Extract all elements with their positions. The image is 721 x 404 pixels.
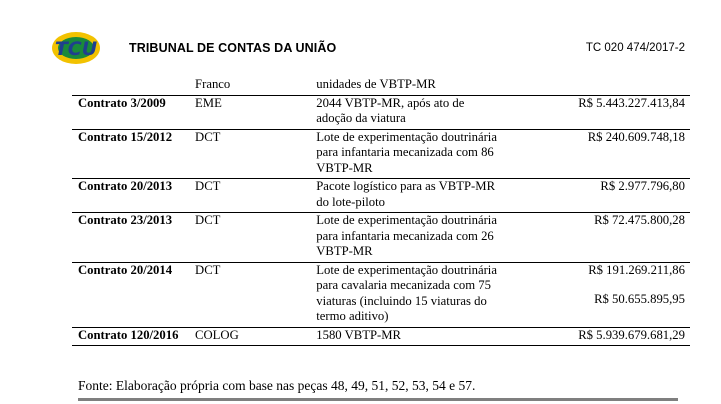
- organization-name: TRIBUNAL DE CONTAS DA UNIÃO: [129, 41, 337, 55]
- unit-cell: Franco: [195, 77, 231, 91]
- unit-cell: DCT: [189, 129, 310, 179]
- value-cell: R$ 5.939.679.681,29: [502, 327, 690, 346]
- description-cell: unidades de VBTP-MR: [316, 77, 436, 91]
- cut-off-text-line: [78, 396, 678, 404]
- contract-cell: Contrato 20/2014: [72, 262, 189, 327]
- contract-cell: Contrato 20/2013: [72, 179, 189, 213]
- value-line: R$ 50.655.895,95: [594, 292, 685, 306]
- process-number: TC 020 474/2017-2: [585, 42, 685, 54]
- table-row: [72, 327, 690, 346]
- unit-cell: COLOG: [189, 327, 310, 346]
- unit-cell: DCT: [189, 213, 310, 263]
- table-row: [72, 262, 690, 327]
- value-cell: R$ 5.443.227.413,84: [502, 95, 690, 129]
- value-cell: [502, 262, 690, 327]
- contract-cell: Contrato 3/2009: [72, 95, 189, 129]
- table-row: [72, 129, 690, 179]
- logo-text: TCU: [54, 38, 98, 60]
- unit-cell: EME: [189, 95, 310, 129]
- contract-cell: Contrato 23/2013: [72, 213, 189, 263]
- description-cell: 2044 VBTP-MR, após ato de adoção da viatura: [310, 95, 501, 129]
- description-cell: 1580 VBTP-MR: [310, 327, 501, 346]
- unit-cell: DCT: [189, 179, 310, 213]
- description-cell: Lote de experimentação doutrinária para infantaria mecanizada com 26 VBTP-MR: [310, 213, 501, 263]
- tcu-logo: [50, 26, 102, 70]
- description-cell: Pacote logístico para as VBTP-MR do lote-piloto: [310, 179, 501, 213]
- contract-cell: Contrato 120/2016: [72, 327, 189, 346]
- document-header: [0, 0, 721, 72]
- value-cell: R$ 2.977.796,80: [502, 179, 690, 213]
- value-cell: R$ 240.609.748,18: [502, 129, 690, 179]
- value-cell: R$ 72.475.800,28: [502, 213, 690, 263]
- description-cell: Lote de experimentação doutrinária para cavalaria mecanizada com 75 viaturas (incluindo 15 viaturas do termo aditivo): [310, 262, 501, 327]
- table-row: [72, 179, 690, 213]
- value-line: R$ 191.269.211,86: [588, 262, 685, 277]
- contract-cell: Contrato 15/2012: [72, 129, 189, 179]
- description-cell: Lote de experimentação doutrinária para infantaria mecanizada com 86 VBTP-MR: [310, 129, 501, 179]
- contracts-table: [72, 77, 690, 346]
- unit-cell: DCT: [189, 262, 310, 327]
- table-row: [72, 213, 690, 263]
- table-row: [72, 77, 690, 95]
- table-row: [72, 95, 690, 129]
- source-footnote: Fonte: Elaboração própria com base nas peças 48, 49, 51, 52, 53, 54 e 57.: [78, 378, 476, 393]
